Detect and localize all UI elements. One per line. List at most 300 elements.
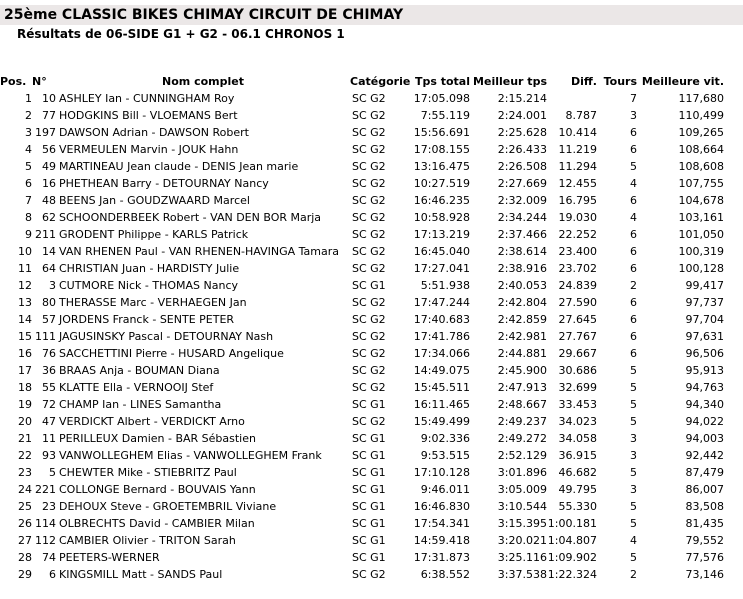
cell-laps: 5 [630,500,637,513]
cell-diff: 12.455 [558,177,597,190]
cell-best-time: 2:49.237 [497,415,547,428]
cell-total-time: 17:34.066 [413,347,470,360]
cell-num: 111 [35,330,56,343]
cell-name: GRODENT Philippe - KARLS Patrick [59,228,249,241]
cell-category: SC G2 [352,330,386,343]
cell-best-speed: 94,340 [685,398,724,411]
cell-total-time: 17:41.786 [413,330,470,343]
table-row [0,481,724,498]
cell-category: SC G1 [352,517,386,530]
cell-laps: 6 [630,313,637,326]
cell-pos: 16 [18,347,32,360]
table-row [0,532,724,549]
cell-best-speed: 99,417 [685,279,724,292]
cell-diff: 46.682 [558,466,597,479]
cell-pos: 15 [18,330,32,343]
cell-best-speed: 94,022 [685,415,724,428]
cell-num: 36 [42,364,56,377]
cell-category: SC G2 [352,568,386,581]
cell-best-speed: 108,608 [678,160,724,173]
cell-name: CUTMORE Nick - THOMAS Nancy [59,279,238,292]
cell-category: SC G2 [352,245,386,258]
table-row [0,430,724,447]
table-row [0,209,724,226]
table-row [0,362,724,379]
cell-laps: 6 [630,347,637,360]
cell-pos: 12 [18,279,32,292]
cell-name: KLATTE Ella - VERNOOIJ Stef [59,381,214,394]
cell-pos: 1 [25,92,32,105]
cell-total-time: 16:46.235 [413,194,470,207]
cell-best-speed: 109,265 [678,126,724,139]
cell-best-speed: 73,146 [685,568,724,581]
cell-category: SC G1 [352,483,386,496]
cell-diff: 34.058 [558,432,597,445]
cell-category: SC G1 [352,432,386,445]
cell-total-time: 15:45.511 [413,381,470,394]
cell-name: VERDICKT Albert - VERDICKT Arno [59,415,245,428]
cell-name: SACCHETTINI Pierre - HUSARD Angelique [59,347,284,360]
cell-laps: 4 [630,177,637,190]
cell-total-time: 14:49.075 [413,364,470,377]
cell-num: 112 [35,534,56,547]
results-table [0,72,724,583]
cell-num: 23 [42,500,56,513]
cell-laps: 3 [630,449,637,462]
cell-total-time: 13:16.475 [413,160,470,173]
cell-best-speed: 86,007 [685,483,724,496]
cell-category: SC G2 [352,194,386,207]
cell-best-speed: 87,479 [685,466,724,479]
cell-laps: 6 [630,245,637,258]
cell-pos: 19 [18,398,32,411]
table-row [0,90,724,107]
cell-num: 14 [42,245,56,258]
cell-laps: 6 [630,228,637,241]
cell-diff: 27.590 [558,296,597,309]
cell-best-speed: 92,442 [685,449,724,462]
cell-laps: 6 [630,296,637,309]
cell-best-time: 3:20.021 [497,534,547,547]
cell-best-time: 2:49.272 [497,432,547,445]
cell-total-time: 16:45.040 [413,245,470,258]
cell-name: ASHLEY Ian - CUNNINGHAM Roy [59,92,235,105]
cell-num: 56 [42,143,56,156]
cell-pos: 2 [25,109,32,122]
cell-category: SC G2 [352,296,386,309]
table-row [0,345,724,362]
cell-best-speed: 108,664 [678,143,724,156]
cell-pos: 18 [18,381,32,394]
table-row [0,328,724,345]
cell-best-time: 2:42.981 [497,330,547,343]
cell-pos: 8 [25,211,32,224]
cell-laps: 5 [630,517,637,530]
col-header-num[interactable]: N° [32,74,47,88]
cell-total-time: 6:38.552 [420,568,470,581]
cell-best-time: 2:52.129 [497,449,547,462]
cell-diff: 1:22.324 [547,568,597,581]
cell-num: 62 [42,211,56,224]
cell-best-time: 2:47.913 [497,381,547,394]
cell-pos: 7 [25,194,32,207]
cell-num: 49 [42,160,56,173]
cell-name: PERILLEUX Damien - BAR Sébastien [59,432,256,445]
table-row [0,464,724,481]
cell-best-time: 3:05.009 [497,483,547,496]
cell-best-speed: 101,050 [678,228,724,241]
cell-name: OLBRECHTS David - CAMBIER Milan [59,517,255,530]
cell-pos: 25 [18,500,32,513]
cell-category: SC G2 [352,381,386,394]
cell-best-time: 2:27.669 [497,177,547,190]
cell-total-time: 9:53.515 [420,449,470,462]
cell-laps: 3 [630,432,637,445]
cell-total-time: 17:40.683 [413,313,470,326]
cell-diff: 16.795 [558,194,597,207]
cell-pos: 11 [18,262,32,275]
cell-laps: 6 [630,143,637,156]
cell-pos: 20 [18,415,32,428]
cell-pos: 10 [18,245,32,258]
cell-diff: 29.667 [558,347,597,360]
cell-diff: 36.915 [558,449,597,462]
cell-laps: 4 [630,534,637,547]
cell-best-time: 3:15.395 [497,517,547,530]
table-row [0,413,724,430]
cell-pos: 17 [18,364,32,377]
cell-pos: 3 [25,126,32,139]
cell-name: CHRISTIAN Juan - HARDISTY Julie [59,262,240,275]
col-header-total-time[interactable]: Tps total [414,74,470,88]
cell-best-speed: 107,755 [678,177,724,190]
cell-num: 10 [42,92,56,105]
cell-laps: 7 [630,92,637,105]
cell-best-time: 2:40.053 [497,279,547,292]
cell-laps: 6 [630,330,637,343]
cell-pos: 23 [18,466,32,479]
cell-best-time: 3:01.896 [497,466,547,479]
cell-diff: 33.453 [558,398,597,411]
cell-best-speed: 81,435 [685,517,724,530]
cell-diff: 23.400 [558,245,597,258]
table-row [0,396,724,413]
cell-num: 47 [42,415,56,428]
col-header-laps[interactable]: Tours [603,74,637,88]
cell-diff: 49.795 [558,483,597,496]
cell-total-time: 9:46.011 [420,483,470,496]
cell-num: 3 [49,279,56,292]
cell-laps: 5 [630,160,637,173]
cell-total-time: 17:54.341 [413,517,470,530]
table-row [0,260,724,277]
cell-best-speed: 100,319 [678,245,724,258]
cell-category: SC G1 [352,449,386,462]
cell-num: 48 [42,194,56,207]
cell-laps: 5 [630,398,637,411]
cell-laps: 2 [630,279,637,292]
cell-num: 55 [42,381,56,394]
cell-best-speed: 95,913 [685,364,724,377]
cell-best-speed: 97,631 [685,330,724,343]
cell-total-time: 16:11.465 [413,398,470,411]
table-row [0,515,724,532]
cell-best-time: 2:32.009 [497,194,547,207]
cell-total-time: 9:02.336 [420,432,470,445]
cell-best-speed: 83,508 [685,500,724,513]
cell-name: MARTINEAU Jean claude - DENIS Jean marie [59,160,299,173]
cell-category: SC G2 [352,92,386,105]
cell-pos: 29 [18,568,32,581]
cell-diff: 30.686 [558,364,597,377]
cell-num: 93 [42,449,56,462]
cell-category: SC G2 [352,160,386,173]
cell-laps: 6 [630,262,637,275]
cell-name: SCHOONDERBEEK Robert - VAN DEN BOR Marja [59,211,322,224]
cell-best-speed: 77,576 [685,551,724,564]
table-row [0,277,724,294]
cell-best-time: 2:37.466 [497,228,547,241]
cell-best-time: 3:25.116 [497,551,547,564]
cell-category: SC G1 [352,466,386,479]
cell-name: PEETERS-WERNER [59,551,160,564]
cell-best-time: 2:26.508 [497,160,547,173]
cell-name: PHETHEAN Barry - DETOURNAY Nancy [59,177,269,190]
cell-name: BRAAS Anja - BOUMAN Diana [59,364,220,377]
cell-best-speed: 97,704 [685,313,724,326]
cell-best-speed: 94,003 [685,432,724,445]
col-header-best-speed[interactable]: Meilleure vit. [641,74,724,88]
cell-laps: 6 [630,126,637,139]
cell-category: SC G2 [352,177,386,190]
cell-pos: 6 [25,177,32,190]
cell-name: HODGKINS Bill - VLOEMANS Bert [59,109,238,122]
cell-pos: 22 [18,449,32,462]
cell-best-time: 3:37.538 [497,568,547,581]
cell-best-time: 2:15.214 [497,92,547,105]
cell-category: SC G2 [352,262,386,275]
cell-total-time: 10:27.519 [413,177,470,190]
cell-diff: 8.787 [565,109,597,122]
cell-diff: 1:04.807 [547,534,597,547]
cell-diff: 22.252 [558,228,597,241]
cell-name: KINGSMILL Matt - SANDS Paul [59,568,223,581]
cell-pos: 26 [18,517,32,530]
col-header-diff[interactable]: Diff. [571,74,597,88]
cell-category: SC G2 [352,109,386,122]
table-row [0,294,724,311]
cell-diff: 34.023 [558,415,597,428]
cell-laps: 5 [630,381,637,394]
table-row [0,141,724,158]
table-row [0,243,724,260]
cell-num: 211 [35,228,56,241]
cell-num: 114 [35,517,56,530]
event-title: 25ème CLASSIC BIKES CHIMAY CIRCUIT DE CHIMAY [0,5,743,25]
cell-category: SC G2 [352,211,386,224]
cell-diff: 27.767 [558,330,597,343]
cell-diff: 1:00.181 [547,517,597,530]
cell-pos: 14 [18,313,32,326]
cell-num: 221 [35,483,56,496]
cell-total-time: 15:49.499 [413,415,470,428]
cell-laps: 5 [630,364,637,377]
cell-total-time: 10:58.928 [413,211,470,224]
cell-best-speed: 96,506 [685,347,724,360]
cell-total-time: 17:47.244 [413,296,470,309]
cell-best-time: 2:42.859 [497,313,547,326]
cell-total-time: 16:46.830 [413,500,470,513]
cell-name: CAMBIER Olivier - TRITON Sarah [59,534,236,547]
cell-best-time: 2:25.628 [497,126,547,139]
cell-best-time: 2:26.433 [497,143,547,156]
cell-name: COLLONGE Bernard - BOUVAIS Yann [59,483,256,496]
cell-pos: 24 [18,483,32,496]
cell-name: CHAMP Ian - LINES Samantha [59,398,222,411]
table-row [0,124,724,141]
table-header-row [0,72,724,90]
cell-total-time: 17:13.219 [413,228,470,241]
cell-best-time: 2:44.881 [497,347,547,360]
cell-category: SC G2 [352,143,386,156]
cell-pos: 4 [25,143,32,156]
cell-num: 74 [42,551,56,564]
cell-best-speed: 117,680 [678,92,724,105]
cell-name: VAN RHENEN Paul - VAN RHENEN-HAVINGA Tamara [59,245,340,258]
cell-laps: 3 [630,483,637,496]
cell-name: DAWSON Adrian - DAWSON Robert [59,126,249,139]
cell-diff: 32.699 [558,381,597,394]
table-row [0,566,724,583]
cell-best-time: 2:24.001 [497,109,547,122]
cell-category: SC G2 [352,228,386,241]
cell-category: SC G1 [352,500,386,513]
cell-laps: 5 [630,415,637,428]
cell-best-time: 2:45.900 [497,364,547,377]
cell-diff: 23.702 [558,262,597,275]
cell-total-time: 17:27.041 [413,262,470,275]
cell-num: 197 [35,126,56,139]
cell-laps: 4 [630,211,637,224]
cell-laps: 2 [630,568,637,581]
table-row [0,107,724,124]
cell-name: THERASSE Marc - VERHAEGEN Jan [59,296,247,309]
table-row [0,311,724,328]
cell-category: SC G2 [352,415,386,428]
cell-name: VERMEULEN Marvin - JOUK Hahn [59,143,239,156]
cell-diff: 24.839 [558,279,597,292]
cell-best-time: 2:42.804 [497,296,547,309]
col-header-name[interactable]: Nom complet [162,74,244,88]
cell-best-speed: 104,678 [678,194,724,207]
cell-name: CHEWTER Mike - STIEBRITZ Paul [59,466,237,479]
cell-total-time: 7:55.119 [420,109,470,122]
cell-laps: 5 [630,466,637,479]
cell-total-time: 17:05.098 [413,92,470,105]
cell-pos: 13 [18,296,32,309]
cell-pos: 21 [18,432,32,445]
cell-total-time: 15:56.691 [413,126,470,139]
cell-diff: 19.030 [558,211,597,224]
cell-diff: 27.645 [558,313,597,326]
cell-pos: 5 [25,160,32,173]
cell-category: SC G1 [352,551,386,564]
cell-name: DEHOUX Steve - GROETEMBRIL Viviane [59,500,277,513]
cell-laps: 6 [630,194,637,207]
cell-name: BEENS Jan - GOUDZWAARD Marcel [59,194,250,207]
cell-total-time: 5:51.938 [420,279,470,292]
cell-total-time: 17:31.873 [413,551,470,564]
cell-best-speed: 110,499 [678,109,724,122]
table-row [0,226,724,243]
cell-total-time: 14:59.418 [413,534,470,547]
table-row [0,158,724,175]
col-header-category[interactable]: Catégorie [350,74,410,88]
table-row [0,447,724,464]
cell-best-time: 2:38.614 [497,245,547,258]
cell-pos: 9 [25,228,32,241]
table-row [0,192,724,209]
cell-diff: 55.330 [558,500,597,513]
cell-num: 16 [42,177,56,190]
cell-num: 5 [49,466,56,479]
cell-name: VANWOLLEGHEM Elias - VANWOLLEGHEM Frank [59,449,322,462]
table-row [0,498,724,515]
cell-total-time: 17:10.128 [413,466,470,479]
cell-diff [547,90,597,107]
cell-diff: 11.294 [558,160,597,173]
cell-name: JORDENS Franck - SENTE PETER [59,313,235,326]
cell-num: 80 [42,296,56,309]
table-row [0,379,724,396]
cell-best-time: 2:34.244 [497,211,547,224]
cell-num: 76 [42,347,56,360]
cell-pos: 27 [18,534,32,547]
cell-laps: 3 [630,109,637,122]
cell-best-time: 2:38.916 [497,262,547,275]
results-subtitle: Résultats de 06-SIDE G1 + G2 - 06.1 CHRONOS 1 [17,27,345,41]
cell-pos: 28 [18,551,32,564]
cell-num: 64 [42,262,56,275]
results-body [0,90,724,583]
cell-diff: 10.414 [558,126,597,139]
cell-category: SC G1 [352,398,386,411]
cell-best-speed: 97,737 [685,296,724,309]
cell-total-time: 17:08.155 [413,143,470,156]
cell-category: SC G2 [352,126,386,139]
cell-name: JAGUSINSKY Pascal - DETOURNAY Nash [59,330,274,343]
col-header-best-time[interactable]: Meilleur tps [473,74,547,88]
cell-category: SC G2 [352,347,386,360]
cell-num: 6 [49,568,56,581]
cell-best-speed: 103,161 [678,211,724,224]
cell-best-speed: 94,763 [685,381,724,394]
cell-best-time: 2:48.667 [497,398,547,411]
cell-category: SC G2 [352,364,386,377]
cell-num: 77 [42,109,56,122]
cell-best-time: 3:10.544 [497,500,547,513]
cell-category: SC G1 [352,534,386,547]
cell-category: SC G1 [352,279,386,292]
cell-laps: 5 [630,551,637,564]
cell-category: SC G2 [352,313,386,326]
cell-diff: 11.219 [558,143,597,156]
table-row [0,549,724,566]
col-header-pos[interactable]: Pos. [0,74,27,88]
cell-num: 72 [42,398,56,411]
cell-best-speed: 100,128 [678,262,724,275]
table-row [0,175,724,192]
